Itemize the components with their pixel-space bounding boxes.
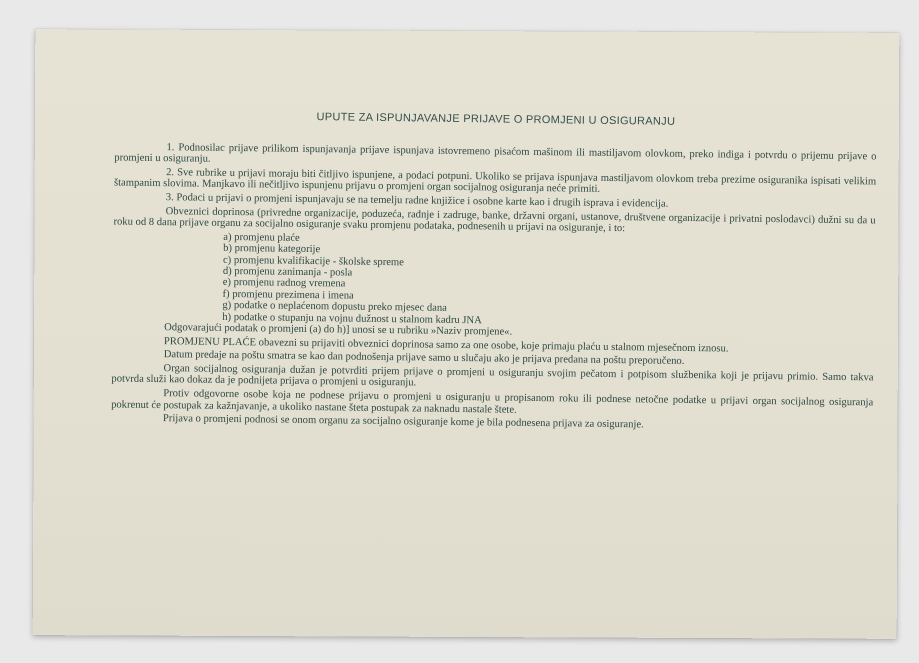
paragraph-post-date: Datum predaje na poštu smatra se kao dan podnošenja prijave samo u slučaju ako je prijava predana na poštu preporučeno. xyxy=(163,349,685,368)
list-item: f) promjenu prezimena i imena xyxy=(222,288,354,302)
paragraph-2: 2. Sve rubrike u prijavi moraju biti čitljivo ispunjene, a podaci potpuni. Ukoliko se prijava ispunjava mastiljavom olovkom treba prezime osiguranika ispisati velikim štampanim slovima. Manjkavo ili nečitljivo ispunjenu prijavu o promjeni organ socijalnog osiguranja neće primiti. xyxy=(113,166,877,196)
paragraph-confirmation: Organ socijalnog osiguranja dužan je potvrditi prijem prijave o promjeni u osiguranju svojim pečatom i potpisom službenika koji je prijavu primio. Samo takva potvrda služi kao dokaz da je podnijeta prijava o promjeni u osiguranju. xyxy=(111,362,874,389)
list-item: c) promjenu kvalifikacije - školske spreme xyxy=(222,254,404,268)
list-item: h) podatke o stupanju na vojnu dužnost u stalnom kadru JNA xyxy=(222,311,482,326)
list-item: b) promjenu kategorije xyxy=(223,243,321,256)
paragraph-3: 3. Podaci u prijavi o promjeni ispunjavaju se na temelju radne knjižice i osobne karte kao i drugih isprava i evidencija. xyxy=(165,192,669,210)
change-types-list xyxy=(222,232,875,332)
paragraph-penalty: Protiv odgovorne osobe koja ne podnese prijavu o promjeni u osiguranju u propisanom roku ili podnese netočne podatke u prijavi organ socijalnog osiguranja pokrenut će postupak za kažnjavanje, a ukoliko nastane šteta postupak za naknadu nastale štete. xyxy=(111,388,874,416)
paragraph-change-field: Odgovarajući podatak o promjeni (a) do h)] unosi se u rubriku »Naziv promjene«. xyxy=(164,322,513,338)
document-body xyxy=(111,109,877,436)
paragraph-submission: Prijava o promjeni podnosi se onom organu za socijalno osiguranje kome je bila podnesena prijava za osiguranje. xyxy=(162,413,644,431)
list-item: a) promjenu plaće xyxy=(223,231,300,244)
document-title: UPUTE ZA ISPUNJAVANJE PRIJAVE O PROMJENI U OSIGURANJU xyxy=(316,111,676,128)
list-item: d) promjenu zanimanja - posla xyxy=(222,265,353,279)
list-item: e) promjenu radnog vremena xyxy=(222,277,346,290)
document-sheet xyxy=(33,29,900,639)
paragraph-obligations: Obveznici doprinosa (privredne organizacije, poduzeća, radnje i zadruge, banke, državni organi, ustanove, društvene organizacije i privatni poslodavci) dužni su da u roku od 8 dana prijave organu za socijalno osiguranje svaku promjenu podataka, podnesenih u prijavi na osiguranje, i to: xyxy=(113,205,876,235)
paragraph-salary-change: PROMJENU PLAĆE obavezni su prijaviti obveznici doprinosa samo za one osobe, koje primaju plaću u stalnom mjesečnom iznosu. xyxy=(163,335,729,355)
paragraph-1: 1. Podnosilac prijave prilikom ispunjavanja prijave ispunjava istovremeno pisaćom mašinom ili mastiljavom olovkom, preko indiga i potvrdu o prijemu prijave o promjeni u osiguranju. xyxy=(114,141,877,165)
list-item: g) podatke o neplaćenom dopustu preko mjesec dana xyxy=(222,300,447,315)
